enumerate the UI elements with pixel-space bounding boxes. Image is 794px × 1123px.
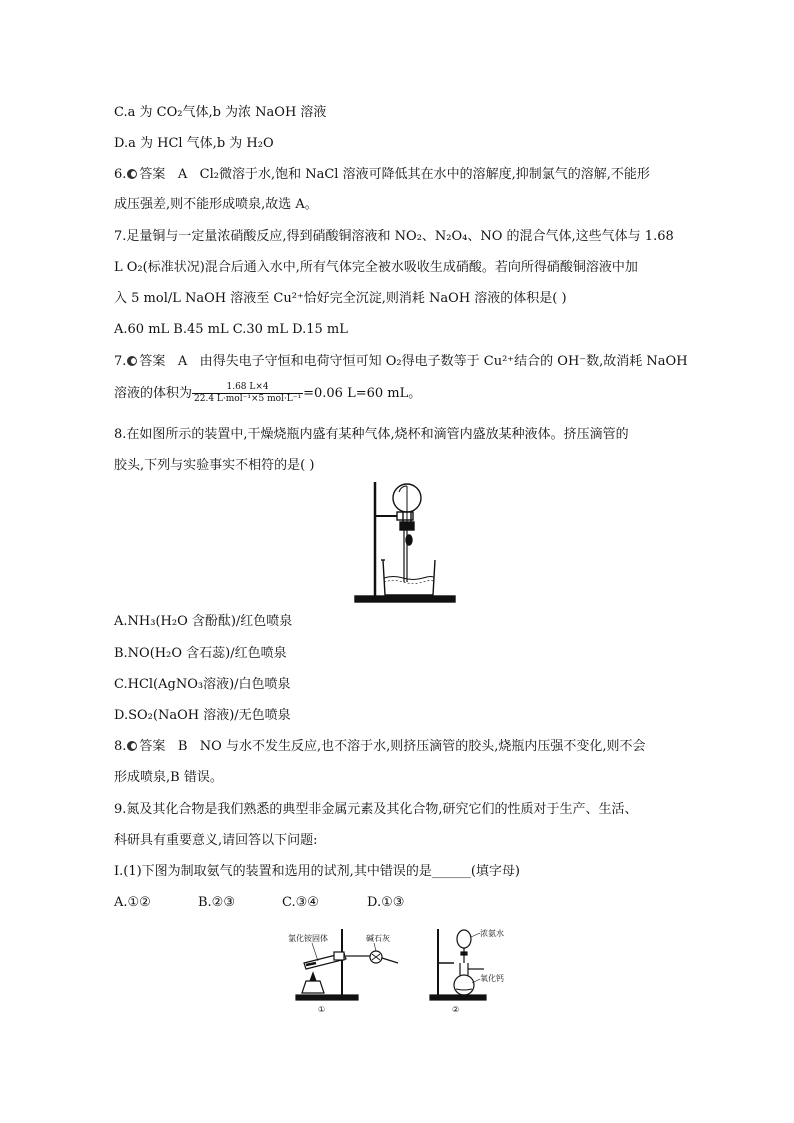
q8-answer-line1 xyxy=(114,737,646,757)
fig2-caption: ② xyxy=(452,1005,460,1014)
q6-option-c: C.a 为 CO₂气体,b 为浓 NaOH 溶液 xyxy=(114,105,327,120)
answer-icon xyxy=(127,356,137,366)
q6-answer-line2: 成压强差,则不能形成喷泉,故选 A。 xyxy=(114,197,318,212)
answer-label: 答案 xyxy=(139,167,166,182)
q9-option-a: A.①② xyxy=(114,895,151,910)
answer-explanation: 由得失电子守恒和电荷守恒可知 O₂得电子数等于 Cu²⁺结合的 OH⁻数,故消耗 NaOH xyxy=(199,354,688,369)
ammonia-apparatus-figure-2 xyxy=(426,925,526,1015)
q8-option-b: B.NO(H₂O 含石蕊)/红色喷泉 xyxy=(114,646,287,661)
q6-option-d: D.a 为 HCl 气体,b 为 H₂O xyxy=(114,136,274,151)
volume-fraction xyxy=(192,382,303,405)
answer-letter: A xyxy=(177,354,188,369)
q7-options: A.60 mL B.45 mL C.30 mL D.15 mL xyxy=(114,322,348,337)
q8-stem-line2: 胶头,下列与实验事实不相符的是( ) xyxy=(114,458,315,473)
fig1-label-ammonium-chloride: 氯化铵固体 xyxy=(288,934,328,943)
q9-option-c: C.③④ xyxy=(282,895,319,910)
q8-option-c: C.HCl(AgNO₃溶液)/白色喷泉 xyxy=(114,677,291,692)
q6-answer-line1 xyxy=(114,165,650,185)
answer-number: 6. xyxy=(114,167,127,182)
q8-option-d: D.SO₂(NaOH 溶液)/无色喷泉 xyxy=(114,708,291,723)
fountain-apparatus-figure xyxy=(353,478,458,606)
answer-letter: B xyxy=(177,739,188,754)
answer-number: 8. xyxy=(114,739,127,754)
q7-answer-line2 xyxy=(114,379,421,409)
answer-icon xyxy=(127,169,137,179)
q9-stem-line1: 9.氮及其化合物是我们熟悉的典型非金属元素及其化合物,研究它们的性质对于生产、生活、 xyxy=(114,802,638,817)
answer-letter: A xyxy=(177,167,188,182)
answer-label: 答案 xyxy=(139,354,166,369)
answer-icon xyxy=(127,741,137,751)
q8-option-a: A.NH₃(H₂O 含酚酞)/红色喷泉 xyxy=(114,614,293,629)
answer-explanation: NO 与水不发生反应,也不溶于水,则挤压滴管的胶头,烧瓶内压强不变化,则不会 xyxy=(199,739,646,754)
q7-answer-line1 xyxy=(114,352,688,372)
q8-stem-line1: 8.在如图所示的装置中,干燥烧瓶内盛有某种气体,烧杯和滴管内盛放某种液体。挤压滴管的 xyxy=(114,427,629,442)
fig1-caption: ① xyxy=(318,1005,326,1014)
q9-option-d: D.①③ xyxy=(367,895,405,910)
fig2-label-conc-ammonia: 浓氨水 xyxy=(480,929,504,938)
fraction-numerator: 1.68 L×4 xyxy=(226,382,269,392)
q7-stem-line2: L O₂(标准状况)混合后通入水中,所有气体完全被水吸收生成硝酸。若向所得硝酸铜溶液中加 xyxy=(114,260,638,275)
q9-part1: Ⅰ.(1)下图为制取氨气的装置和选用的试剂,其中错误的是______(填字母) xyxy=(114,864,520,879)
q7-stem-line3: 入 5 mol/L NaOH 溶液至 Cu²⁺恰好完全沉淀,则消耗 NaOH 溶液的体积是( ) xyxy=(114,291,567,306)
q7-stem-line1: 7.足量铜与一定量浓硝酸反应,得到硝酸铜溶液和 NO₂、N₂O₄、NO 的混合气体,这些气体与 1.68 xyxy=(114,229,674,244)
answer-number: 7. xyxy=(114,354,127,369)
q9-options xyxy=(114,893,404,913)
fig2-label-calcium-oxide: 氧化钙 xyxy=(480,974,504,983)
fraction-denominator: 22.4 L·mol⁻¹×5 mol·L⁻¹ xyxy=(194,394,302,404)
ammonia-apparatus-figure-1 xyxy=(282,925,402,1015)
answer-label: 答案 xyxy=(139,739,166,754)
q9-option-b: B.②③ xyxy=(198,895,235,910)
fig1-label-soda-lime: 碱石灰 xyxy=(366,934,390,943)
answer-explanation: Cl₂微溶于水,饱和 NaCl 溶液可降低其在水中的溶解度,抑制氯气的溶解,不能形 xyxy=(199,167,650,182)
q8-answer-line2: 形成喷泉,B 错误。 xyxy=(114,770,223,785)
q9-stem-line2: 科研具有重要意义,请回答以下问题: xyxy=(114,833,318,848)
answer-explanation-prefix: 溶液的体积为 xyxy=(114,386,193,401)
answer-explanation-suffix: =0.06 L=60 mL。 xyxy=(303,386,422,401)
